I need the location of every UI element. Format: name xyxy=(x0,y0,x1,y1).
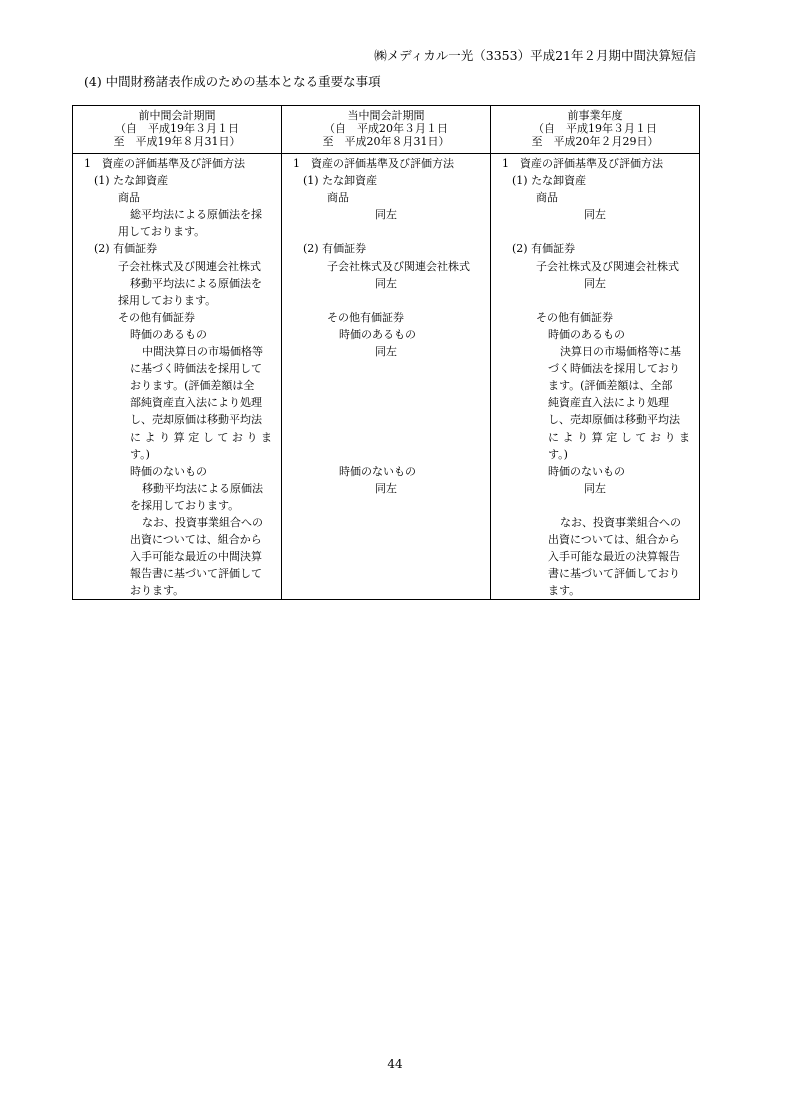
policy-subitem: 時価のあるもの xyxy=(130,327,207,341)
policy-text: ます。(評価差額は、全部 xyxy=(548,379,673,393)
spacer xyxy=(285,446,487,463)
policy-text: 書に基づいて評価しており xyxy=(548,567,680,581)
policy-text: により算定しておりま xyxy=(548,430,690,444)
policy-text: し、売却原価は移動平均法 xyxy=(548,413,680,427)
policy-heading: 1 資産の評価基準及び評価方法 xyxy=(502,157,663,170)
policy-heading: 1 資産の評価基準及び評価方法 xyxy=(84,157,245,170)
spacer xyxy=(285,223,487,240)
accounting-policies-table xyxy=(72,105,700,600)
spacer xyxy=(285,360,487,377)
same-as-left-text: 同左 xyxy=(375,345,397,359)
policy-text: づく時価法を採用しており xyxy=(548,362,680,376)
policy-text: 総平均法による原価法を採 xyxy=(130,208,262,222)
policy-text: おります。 xyxy=(130,584,185,598)
period-to: 至 平成19年８月31日） xyxy=(113,135,241,148)
policy-text: 決算日の市場価格等に基 xyxy=(560,345,681,359)
policy-item: その他有価証券 xyxy=(118,310,195,324)
policy-text: なお、投資事業組合への xyxy=(142,515,263,529)
policy-text: 部純資産直入法により処理 xyxy=(130,396,262,410)
policy-text: 移動平均法による原価法 xyxy=(142,481,263,495)
policy-subitem: 時価のないもの xyxy=(130,464,207,478)
spacer xyxy=(285,411,487,428)
policy-text: 純資産直入法により処理 xyxy=(548,396,669,410)
policy-subitem: 時価のないもの xyxy=(339,464,416,478)
column-header-prior-fiscal-year xyxy=(491,106,700,154)
column-current-interim xyxy=(282,154,491,600)
policy-subitem: 時価のあるもの xyxy=(548,327,625,341)
policy-text: 用しております。 xyxy=(118,225,206,239)
policy-item: 子会社株式及び関連会社株式 xyxy=(118,259,261,273)
policy-text: す。) xyxy=(130,447,150,461)
policy-subheading: (1) たな卸資産 xyxy=(94,174,169,188)
policy-item: 商品 xyxy=(536,191,558,205)
column-header-current-interim xyxy=(282,106,491,154)
period-title: 前事業年度 xyxy=(567,109,623,122)
policy-item: 商品 xyxy=(327,191,349,205)
policy-subheading: (2) 有価証券 xyxy=(512,242,576,256)
policy-text: 出資については、組合から xyxy=(130,533,262,547)
period-title: 前中間会計期間 xyxy=(138,109,216,122)
policy-text: 入手可能な最近の中間決算 xyxy=(130,550,262,564)
same-as-left-text: 同左 xyxy=(375,276,397,290)
period-from: （自 平成19年３月１日 xyxy=(533,122,657,135)
policy-subheading: (2) 有価証券 xyxy=(94,242,158,256)
policy-item: その他有価証券 xyxy=(327,310,404,324)
policy-item: 商品 xyxy=(118,191,140,205)
policy-text: なお、投資事業組合への xyxy=(560,515,681,529)
table-body-row xyxy=(73,154,700,600)
policy-heading: 1 資産の評価基準及び評価方法 xyxy=(293,157,454,170)
policy-text: に基づく時価法を採用して xyxy=(130,362,262,376)
policy-text: す。) xyxy=(548,447,568,461)
policy-subitem: 時価のないもの xyxy=(548,464,625,478)
same-as-left-text: 同左 xyxy=(375,208,397,222)
spacer xyxy=(494,223,696,240)
section-title: (4) 中間財務諸表作成のための基本となる重要な事項 xyxy=(84,74,381,89)
policy-subheading: (1) たな卸資産 xyxy=(303,174,378,188)
policy-text: 入手可能な最近の決算報告 xyxy=(548,550,680,564)
policy-text: を採用しております。 xyxy=(130,498,240,512)
period-to: 至 平成20年２月29日） xyxy=(531,135,659,148)
policy-text: し、売却原価は移動平均法 xyxy=(130,413,262,427)
column-header-prior-interim xyxy=(73,106,282,154)
period-to: 至 平成20年８月31日） xyxy=(322,135,450,148)
policy-text: により算定しておりま xyxy=(130,430,272,444)
same-as-left-text: 同左 xyxy=(375,481,397,495)
column-prior-interim xyxy=(73,154,282,600)
policy-subheading: (2) 有価証券 xyxy=(303,242,367,256)
policy-text: おります。(評価差額は全 xyxy=(130,379,255,393)
policy-item: その他有価証券 xyxy=(536,310,613,324)
spacer xyxy=(285,292,487,309)
period-title: 当中間会計期間 xyxy=(347,109,425,122)
policy-subitem: 時価のあるもの xyxy=(339,327,416,341)
same-as-left-text: 同左 xyxy=(584,208,606,222)
spacer xyxy=(285,429,487,446)
policy-subheading: (1) たな卸資産 xyxy=(512,174,587,188)
spacer xyxy=(285,377,487,394)
policy-text: 出資については、組合から xyxy=(548,533,680,547)
policy-text: 中間決算日の市場価格等 xyxy=(142,345,263,359)
period-from: （自 平成19年３月１日 xyxy=(115,122,239,135)
policy-item: 子会社株式及び関連会社株式 xyxy=(327,259,470,273)
policy-text: 採用しております。 xyxy=(118,293,217,307)
same-as-left-text: 同左 xyxy=(584,481,606,495)
period-from: （自 平成20年３月１日 xyxy=(324,122,448,135)
spacer xyxy=(494,497,696,514)
company-report-header: ㈱メディカル一光（3353）平成21年２月期中間決算短信 xyxy=(374,48,696,63)
policy-text: 報告書に基づいて評価して xyxy=(130,567,262,581)
table-header-row xyxy=(73,106,700,154)
page-number: 44 xyxy=(387,1057,403,1071)
spacer xyxy=(285,394,487,411)
spacer xyxy=(494,292,696,309)
same-as-left-text: 同左 xyxy=(584,276,606,290)
policy-item: 子会社株式及び関連会社株式 xyxy=(536,259,679,273)
column-prior-fiscal-year xyxy=(491,154,700,600)
policy-text: 移動平均法による原価法を xyxy=(130,276,262,290)
policy-text: ます。 xyxy=(548,584,581,598)
